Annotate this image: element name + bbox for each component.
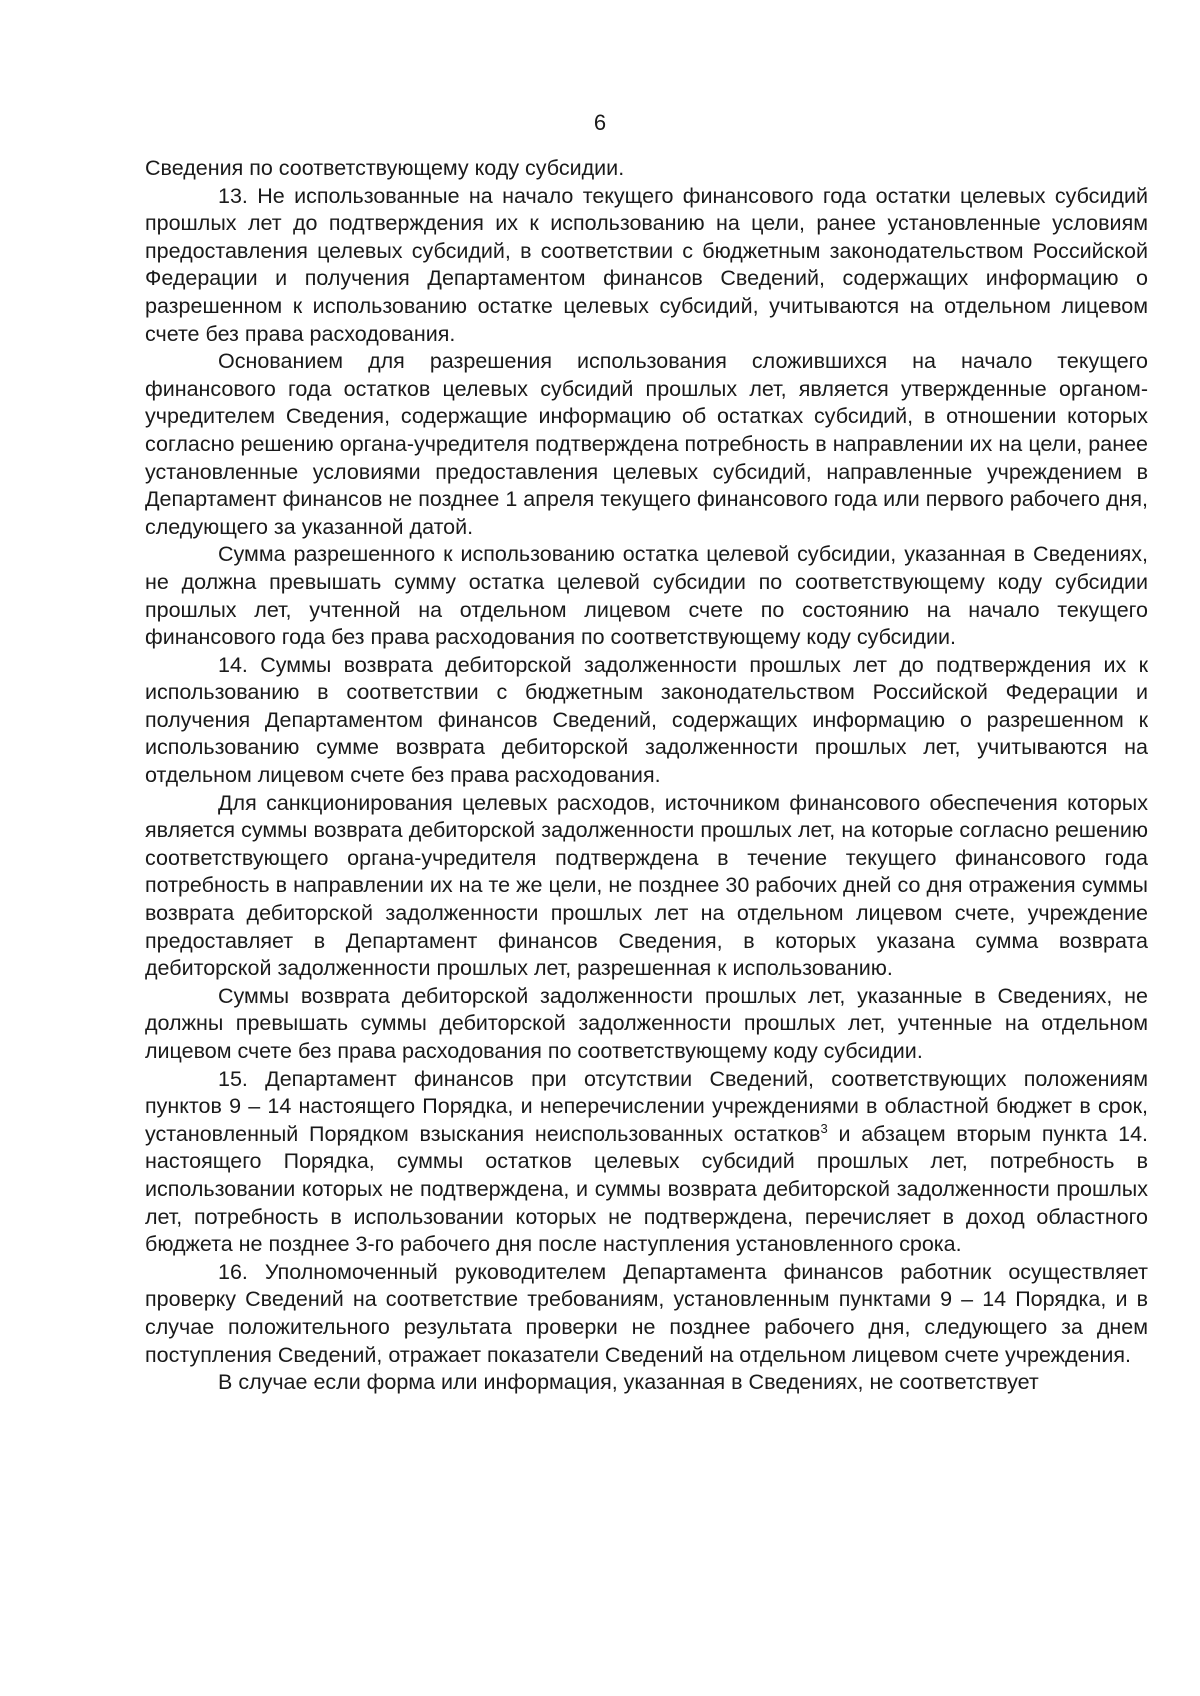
paragraph-13: 13. Не использованные на начало текущего финансового года остатки целевых субсидий прошлых лет до подтверждения их к использованию на цели, ранее установленные условиям предоставления целевых субсидий, в соответствии с бюджетным законодательством Российской Федерации и получения Департаментом финансов Сведений, содержащих информацию о разрешенном к использованию остатке целевых субсидий, учитываются на отдельном лицевом счете без права расходования. <box>145 183 1148 346</box>
paragraph-14-sanction: Для санкционирования целевых расходов, источником финансового обеспечения которых является суммы возврата дебиторской задолженности прошлых лет, на которые согласно решению соответствующего органа-учредителя подтверждена в течение текущего финансового года потребность в направлении их на те же цели, не позднее 30 рабочих дней со дня отражения суммы возврата дебиторской задолженности прошлых лет на отдельном лицевом счете, учреждение предоставляет в Департамент финансов Сведения, в которых указана сумма возврата дебиторской задолженности прошлых лет, разрешенная к использованию. <box>145 790 1148 981</box>
paragraph-13-sum: Сумма разрешенного к использованию остатка целевой субсидии, указанная в Сведениях, не должна превышать сумму остатка целевой субсидии по соответствующему коду субсидии прошлых лет, учтенной на отдельном лицевом счете по состоянию на начало текущего финансового года без права расходования по соответствующему коду субсидии. <box>145 542 1148 650</box>
paragraph-16-last: В случае если форма или информация, указанная в Сведениях, не соответствует <box>218 1370 1039 1395</box>
paragraph-14-sums: Суммы возврата дебиторской задолженности прошлых лет, указанные в Сведениях, не должны превышать суммы дебиторской задолженности прошлых лет, учтенные на отдельном лицевом счете без права расходования по соответствующему коду субсидии. <box>145 983 1148 1063</box>
paragraph-13-basis: Основанием для разрешения использования сложившихся на начало текущего финансового года остатков целевых субсидий прошлых лет, является утвержденные органом-учредителем Сведения, содержащие информацию об остатках субсидий, в отношении которых согласно решению органа-учредителя подтверждена потребность в направлении их на цели, ранее установленные условиями предоставления целевых субсидий, направленные учреждением в Департамент финансов не позднее 1 апреля текущего финансового года или первого рабочего дня, следующего за указанной датой. <box>145 349 1148 539</box>
paragraph-15 <box>145 1066 1148 1259</box>
paragraph-continuation: Сведения по соответствующему коду субсидии. <box>145 156 625 180</box>
page-number: 6 <box>593 110 607 135</box>
paragraph-15-end: и абзацем вторым пункта 14. настоящего Порядка, суммы остатков целевых субсидий прошлых лет, потребность в использовании которых не подтверждена, и суммы возврата дебиторской задолженности прошлых лет, потребность в использовании которых не подтверждена, перечисляет в доход областного бюджета не позднее 3-го рабочего дня после наступления установленного срока. <box>145 1121 1148 1257</box>
paragraph-15-start: 15. Департамент финансов при отсутствии Сведений, соответствующих положениям пунктов 9 – 14 настоящего Порядка, и неперечислении учреждениями в областной бюджет в срок, установленный Порядком взыскания неиспользованных остатков <box>145 1066 1148 1146</box>
paragraph-16: 16. Уполномоченный руководителем Департамента финансов работник осуществляет проверку Сведений на соответствие требованиям, установленным пунктами 9 – 14 Порядка, и в случае положительного результата проверки не позднее рабочего дня, следующего за днем поступления Сведений, отражает показатели Сведений на отдельном лицевом счете учреждения. <box>145 1259 1148 1367</box>
paragraph-14: 14. Суммы возврата дебиторской задолженности прошлых лет до подтверждения их к использованию в соответствии с бюджетным законодательством Российской Федерации и получения Департаментом финансов Сведений, содержащих информацию о разрешенном к использованию сумме возврата дебиторской задолженности прошлых лет, учитываются на отдельном лицевом счете без права расходования. <box>145 652 1148 788</box>
footnote-marker: 3 <box>820 1120 828 1136</box>
document-body <box>145 155 1148 1397</box>
